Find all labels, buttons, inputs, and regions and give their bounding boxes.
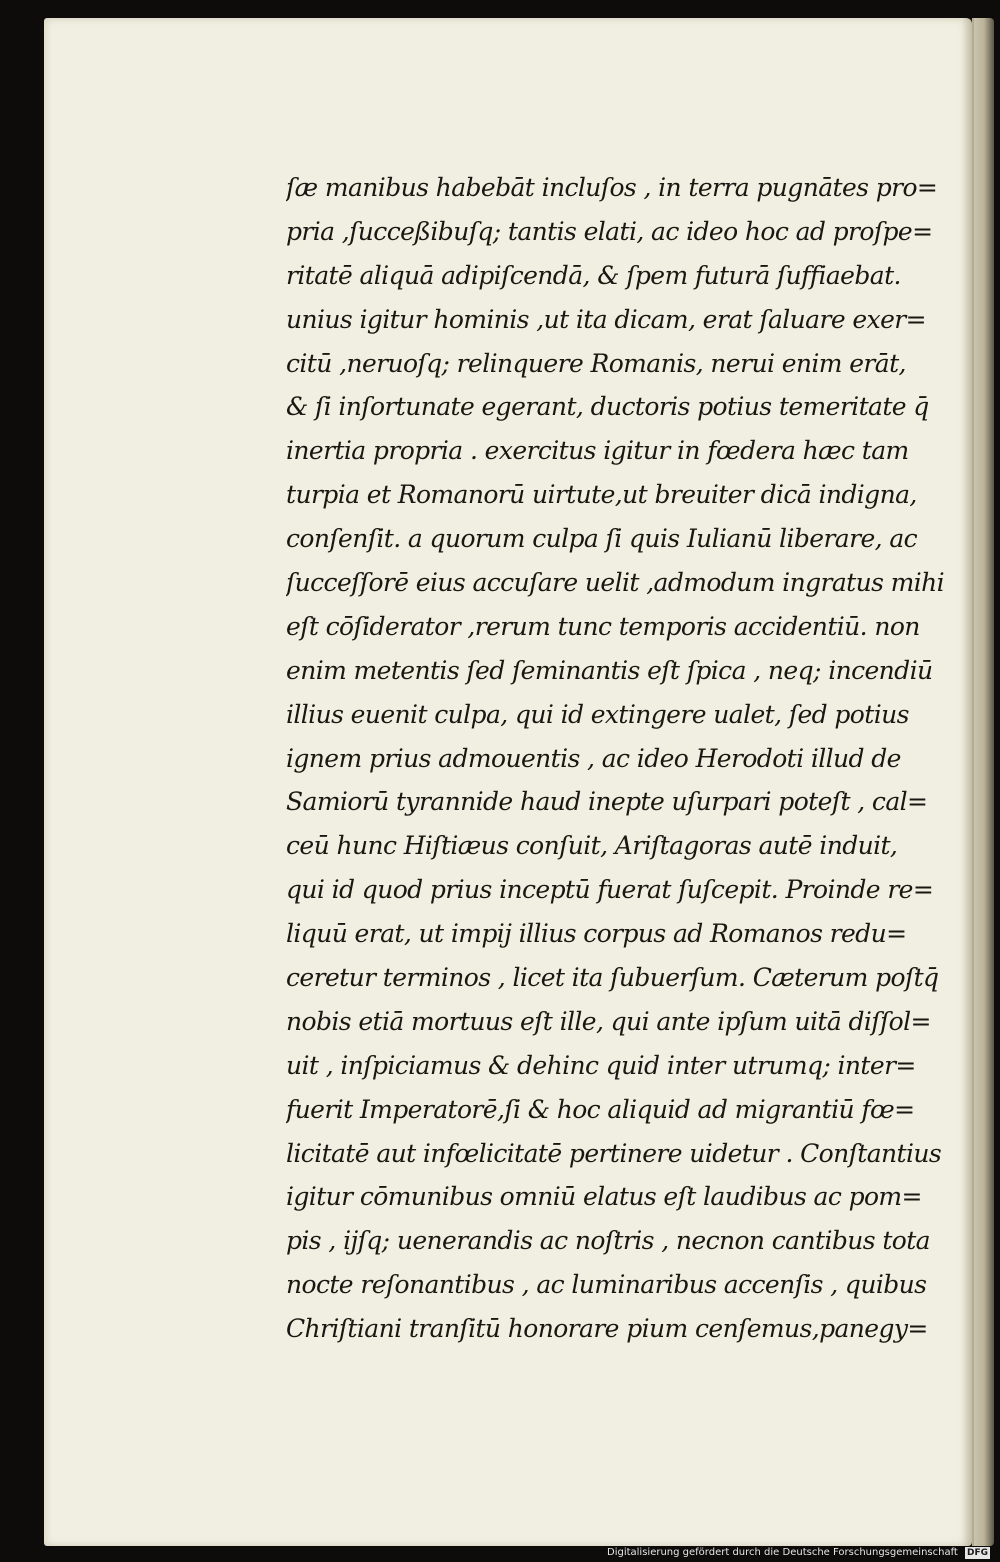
digitization-credit bbox=[607, 1546, 997, 1560]
dfg-logo: DFG bbox=[967, 1548, 989, 1558]
text-line: Samiorū tyrannide haud inepte uſurpari poteſt , cal= bbox=[286, 787, 928, 817]
text-line: turpia et Romanorū uirtute,ut breuiter dicā indigna, bbox=[286, 480, 917, 510]
credit-text: Digitalisierung gefördert durch die Deutsche Forschungsgemeinschaft bbox=[607, 1547, 958, 1558]
text-line: unius igitur hominis ,ut ita dicam, erat ſaluare exer= bbox=[286, 304, 926, 334]
text-line: ritatē aliquā adipiſcendā, & ſpem futurā ſuffiaebat. bbox=[286, 260, 901, 290]
text-line: enim metentis ſed ſeminantis eſt ſpica , neq; incendiū bbox=[286, 655, 933, 685]
text-line: conſenſit. a quorum culpa ſi quis Iulianū liberare, ac bbox=[286, 524, 918, 554]
text-line: liquū erat, ut impij illius corpus ad Romanos redu= bbox=[286, 919, 907, 949]
page-edge-shadow bbox=[962, 18, 974, 1546]
text-line: & ſi inſortunate egerant, ductoris potius temeritate q̄ bbox=[286, 392, 929, 422]
text-line: nocte reſonantibus , ac luminaribus accenſis , quibus bbox=[286, 1270, 927, 1300]
text-line: inertia propria . exercitus igitur in fœdera hæc tam bbox=[286, 436, 909, 466]
text-line: eſt cōſiderator ,rerum tunc temporis accidentiū. non bbox=[286, 611, 920, 641]
text-line: uit , inſpiciamus & dehinc quid inter utrumq; inter= bbox=[286, 1050, 916, 1080]
text-line: nobis etiā mortuus eſt ille, qui ante ipſum uitā diſſol= bbox=[286, 1006, 931, 1036]
text-line: ignem prius admouentis , ac ideo Herodoti illud de bbox=[286, 743, 901, 773]
page-text bbox=[286, 166, 946, 1351]
text-line: ceū hunc Hiſtiæus conſuit, Ariſtagoras autē induit, bbox=[286, 831, 898, 861]
text-line: pria ,ſucceßibuſq; tantis elati, ac ideo hoc ad proſpe= bbox=[286, 216, 933, 246]
text-line: ſæ manibus habebāt incluſos , in terra pugnātes pro= bbox=[286, 173, 938, 202]
text-line: citū ,neruoſq; relinquere Romanis, nerui enim erāt, bbox=[286, 348, 906, 378]
text-line: ſucceſſorē eius accuſare uelit ,admodum ingratus mihi bbox=[286, 568, 945, 598]
text-line: qui id quod prius inceptū fuerat ſuſcepit. Proinde re= bbox=[286, 875, 934, 905]
text-line: ceretur terminos , licet ita ſubuerſum. Cæterum poſtq̄ bbox=[286, 963, 939, 993]
text-line: pis , ijſq; uenerandis ac noſtris , necnon cantibus tota bbox=[286, 1226, 930, 1256]
text-line: igitur cōmunibus omniū elatus eſt laudibus ac pom= bbox=[286, 1182, 922, 1212]
text-line: fuerit Imperatorē,ſi & hoc aliquid ad migrantiū fœ= bbox=[286, 1094, 915, 1124]
text-line: illius euenit culpa, qui id extingere ualet, ſed potius bbox=[286, 699, 909, 729]
text-line: licitatē aut infœlicitatē pertinere uidetur . Conſtantius bbox=[286, 1138, 942, 1168]
book-edge bbox=[972, 18, 994, 1546]
text-line: Chriſtiani tranſitū honorare pium cenſemus,panegy= bbox=[286, 1314, 928, 1344]
